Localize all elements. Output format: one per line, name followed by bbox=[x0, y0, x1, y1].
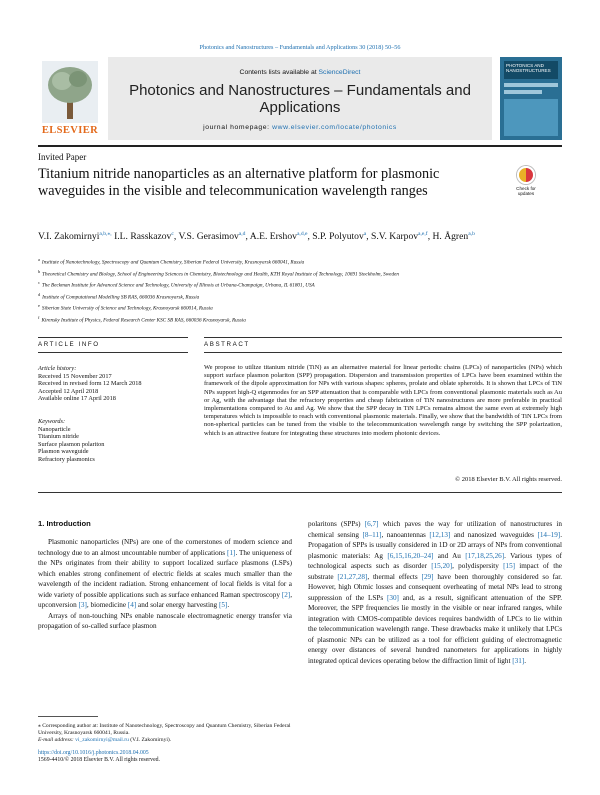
citation-link[interactable]: [6,7] bbox=[364, 520, 379, 528]
article-history bbox=[38, 365, 188, 403]
abstract-rule-top bbox=[204, 337, 562, 338]
affiliation-text: Institute of Computational Modelling SB RAS, 660036 Krasnoyarsk, Russia bbox=[42, 294, 200, 301]
contents-prefix: Contents lists available at bbox=[239, 69, 319, 76]
citation-link[interactable]: [2] bbox=[281, 590, 291, 599]
body-paragraph: Arrays of non-touching NPs enable nanoscale electromagnetic energy transfer via propagation of so-called surface plasmon bbox=[38, 611, 292, 630]
citation-link[interactable]: [15,20] bbox=[431, 562, 453, 570]
homepage-link[interactable]: www.elsevier.com/locate/photonics bbox=[272, 124, 397, 131]
author-name[interactable]: S.P. Polyutov bbox=[312, 231, 364, 243]
cover-artwork bbox=[504, 99, 558, 136]
author-affil-marker[interactable]: a,b,⁎, bbox=[99, 231, 112, 237]
journal-title: Photonics and Nanostructures – Fundamentals and Applications bbox=[129, 82, 471, 116]
abstract-rule-bottom bbox=[204, 352, 562, 353]
cover-decoration bbox=[504, 83, 558, 87]
body-paragraph: polaritons (SPPs) [6,7] which paves the way for utilization of nanostructures in chemical sensing [8–11], nanoantennas [12,13] and nanosized waveguides [14–19]. Propagation of SPPs is usually considered in 1D or 2D arrays of NPs from conventional plasmonic materials: Ag [6,15,16,20–24] and Au [17,18,25,26]. Various types of technological aspects such as disorder [15,20], polydispersity [15] impact of the substrate [21,27,28], thermal effects [29] have been thoroughly considered so far. However, high Ohmic losses and consequent overheating of metal NPs lead to strong suppression of the LSPs [30] and, as a result, significant attenuation of the SPP. Moreover, the SPP frequencies lie mostly in the visible or near infrared ranges, while integration with CMOS-compatible devices requires bandwidth of LPCs to lie within the telecommunication wavelength range. These drawbacks make it unlikely that LPCs of plasmonic NPs can be utilized as a tool for efficient guiding of electromagnetic energy over distances of several hundred nanometers for applications in highly integrated optical devices operating below the diffraction limit of light [31]. bbox=[308, 520, 563, 665]
keyword: Refractory plasmonics bbox=[38, 455, 95, 463]
citation-link[interactable]: [14–19] bbox=[537, 530, 561, 539]
elsevier-logo[interactable] bbox=[38, 57, 102, 140]
email-owner: (V.I. Zakomirnyi). bbox=[128, 737, 172, 744]
citation-link[interactable]: [6,15,16,20–24] bbox=[387, 551, 434, 560]
keywords bbox=[38, 418, 188, 464]
corresponding-author-note: ⁎ Corresponding author at: Institute of Nanotechnology, Spectroscopy and Quantum Chemistry, Siberian Federal University, Krasnoyarsk 660041, Russia. bbox=[38, 723, 291, 737]
article-info-rule-bottom bbox=[38, 352, 188, 353]
abstract-text: We propose to utilize titanium nitride (TiN) as an alternative material for linear periodic chains (LPCs) of nanoparticles (NPs) which support surface plasmon polariton (SPP) propagation. Dispersion and transmission properties of LPCs have been examined within the framework of the dipole approximation for NPs with various shapes: spheres, prolate and oblate spheroids. It is shown that LPCs of TiN NPs support high-Q eigenmodes for an SPP attenuation that is comparable with LPCs from conventional plasmonic materials such as Au or Ag, with the advantage that the refractory properties and cheap fabrication of TiN nanostructures are more preferable in practical implementations compared to Au and Ag. We show that the SPP decay in TiN LPCs remains almost the same even at extremely high temperatures which is impossible to reach with conventional plasmonic materials. Finally, we show that the bandwidth of TiN LPCs from non-spherical particles can be tuned from the visible to the telecommunication wavelength range by switching the SPP polarization, which is an attractive feature for integrating these structures into modern photonic devices. bbox=[204, 364, 562, 437]
affiliation-letter: a bbox=[38, 257, 40, 262]
crossmark-label: Check for updates bbox=[516, 186, 536, 197]
article-type: Invited Paper bbox=[38, 152, 87, 162]
email-line bbox=[38, 737, 292, 744]
journal-citation-link[interactable]: Photonics and Nanostructures – Fundamentals and Applications 30 (2018) 50–56 bbox=[199, 44, 401, 51]
body-column-left bbox=[38, 537, 292, 632]
cover-decoration bbox=[504, 90, 542, 94]
citation-link[interactable]: [1] bbox=[227, 548, 236, 557]
affiliation bbox=[38, 268, 508, 280]
affiliation-letter: c bbox=[38, 280, 40, 286]
keywords-heading: Keywords: bbox=[38, 418, 66, 425]
keyword: Surface plasmon polariton bbox=[38, 440, 105, 448]
journal-banner bbox=[108, 57, 492, 140]
author-name[interactable]: S.V. Karpov bbox=[371, 231, 419, 243]
footnote bbox=[38, 723, 292, 745]
citation-link[interactable]: [4] bbox=[127, 601, 137, 609]
section-heading-introduction: 1. Introduction bbox=[38, 519, 91, 528]
affiliation-letter: e bbox=[38, 303, 40, 309]
crossmark-icon bbox=[517, 166, 535, 184]
contents-line bbox=[108, 69, 492, 76]
affiliation-letter: f bbox=[38, 314, 40, 320]
keyword: Titanium nitride bbox=[38, 433, 79, 441]
cover-masthead: PHOTONICS AND NANOSTRUCTURES bbox=[504, 61, 558, 79]
affiliation bbox=[38, 314, 508, 326]
affiliation-text: Theoretical Chemistry and Biology, School of Engineering Sciences in Chemistry, Biotechnology and Health, KTH Royal Institute of Technology, 10691 Stockholm, Sweden bbox=[42, 271, 399, 278]
elsevier-tree-icon bbox=[42, 61, 98, 123]
author-name[interactable]: V.I. Zakomirnyi bbox=[38, 231, 100, 243]
author-affil-marker[interactable]: a,d,e bbox=[296, 231, 308, 237]
affiliation bbox=[38, 302, 508, 314]
author-affil-marker[interactable]: a,d bbox=[238, 231, 246, 237]
history-online: Available online 17 April 2018 bbox=[38, 395, 116, 403]
abstract-end-rule bbox=[38, 492, 562, 493]
citation-link[interactable]: [15] bbox=[503, 562, 516, 570]
citation-link[interactable]: [29] bbox=[421, 572, 434, 581]
abstract-label: ABSTRACT bbox=[204, 341, 250, 348]
issn-copyright: 1569-4410/© 2018 Elsevier B.V. All rights reserved. bbox=[38, 757, 160, 764]
homepage-prefix: journal homepage: bbox=[203, 124, 273, 131]
email-link[interactable]: vi_zakomirnyi@mail.ru bbox=[75, 737, 129, 744]
sciencedirect-link[interactable]: ScienceDirect bbox=[318, 69, 361, 76]
article-info-label: ARTICLE INFO bbox=[38, 341, 100, 348]
affiliation bbox=[38, 256, 508, 268]
body-paragraph: Plasmonic nanoparticles (NPs) are one of the cornerstones of modern science and technology due to an almost uncountable number of applications [1]. The uniqueness of the NPs originates from their ability to support localized surface plasmons (LSPs) which enables strong confinement of electric fields at scales much smaller than the wavelength of the incident radiation. Strong enhancement of local fields is vital for a wide variety of possible applications such as surface enhanced Raman spectroscopy [2], upconversion [3], biomedicine [4] and solar energy harvesting [5]. bbox=[38, 538, 292, 609]
history-accepted: Accepted 12 April 2018 bbox=[38, 387, 99, 395]
affiliation-list bbox=[38, 256, 508, 325]
author-name[interactable]: V.S. Gerasimov bbox=[178, 231, 239, 243]
page-footer bbox=[38, 750, 338, 765]
history-revised: Received in revised form 12 March 2018 bbox=[38, 380, 142, 388]
doi-link[interactable]: https://doi.org/10.1016/j.photonics.2018.04.005 bbox=[38, 750, 149, 756]
header-divider bbox=[38, 145, 562, 147]
affiliation-text: Kirensky Institute of Physics, Federal Research Center KSC SB RAS, 660036 Krasnoyarsk, Russia bbox=[41, 317, 246, 324]
homepage-line bbox=[108, 124, 492, 131]
abstract-copyright: © 2018 Elsevier B.V. All rights reserved. bbox=[455, 476, 562, 483]
citation-link[interactable]: [8–11] bbox=[362, 530, 382, 539]
author-affil-marker[interactable]: a bbox=[363, 231, 367, 237]
email-label: E-mail address: bbox=[38, 737, 76, 744]
affiliation-letter: b bbox=[38, 268, 41, 274]
citation-link[interactable]: [5] bbox=[218, 601, 228, 609]
crossmark-badge[interactable] bbox=[508, 166, 544, 204]
author-affil-marker[interactable]: a,e,f bbox=[418, 231, 428, 237]
affiliation-letter: d bbox=[38, 291, 41, 297]
article-info-rule-top bbox=[38, 337, 188, 338]
journal-cover-image[interactable] bbox=[500, 57, 562, 140]
affiliation bbox=[38, 291, 508, 303]
citation-link[interactable]: [30] bbox=[386, 593, 399, 602]
author-name[interactable]: A.E. Ershov bbox=[249, 231, 297, 243]
footnote-rule bbox=[38, 716, 98, 717]
citation-link[interactable]: [3] bbox=[78, 601, 87, 609]
keyword: Plasmon waveguide bbox=[38, 448, 89, 456]
affiliation-text: Siberian State University of Science and Technology, Krasnoyarsk 660014, Russia bbox=[41, 305, 213, 312]
article-title: Titanium nitride nanoparticles as an alternative platform for plasmonic waveguides in the visible and telecommunication wavelength ranges bbox=[38, 166, 440, 199]
author-name[interactable]: H. Ågren bbox=[432, 231, 469, 243]
history-heading: Article history: bbox=[38, 365, 77, 372]
citation-link[interactable]: [17,18,25,26] bbox=[465, 551, 505, 560]
body-column-right bbox=[308, 519, 562, 666]
author-affil-marker[interactable]: a,b bbox=[468, 231, 475, 237]
history-received: Received 15 November 2017 bbox=[38, 372, 112, 380]
citation-link[interactable]: [12,13] bbox=[429, 530, 451, 539]
author-name[interactable]: I.L. Rasskazov bbox=[114, 231, 172, 243]
affiliation-text: The Beckman Institute for Advanced Science and Technology, University of Illinois at Urbana-Champaign, Urbana, IL 61801, USA bbox=[41, 282, 315, 289]
author-list: V.I. Zakomirnyi$^{a,b,⁎,}$ I.L. Rasskazov$^c$, V.S. Gerasimov$^{a,d}$, A.E. Ershov$^{a,d,e}$, S.P. Polyutov$^a$, S.V. Karpov$^{a,e,f}$, H. Ågren$^{a,b}$ bbox=[38, 231, 475, 243]
citation-link[interactable]: [31] bbox=[512, 656, 525, 665]
journal-header bbox=[38, 57, 562, 140]
citation-link[interactable]: [21,27,28] bbox=[337, 572, 368, 581]
author-affil-marker[interactable]: c bbox=[171, 231, 174, 237]
keyword: Nanoparticle bbox=[38, 425, 71, 433]
affiliation bbox=[38, 279, 508, 291]
affiliation-text: Institute of Nanotechnology, Spectroscopy and Quantum Chemistry, Siberian Federal University, Krasnoyarsk 660041, Russia bbox=[41, 259, 305, 266]
publisher-name: ELSEVIER bbox=[41, 125, 99, 136]
